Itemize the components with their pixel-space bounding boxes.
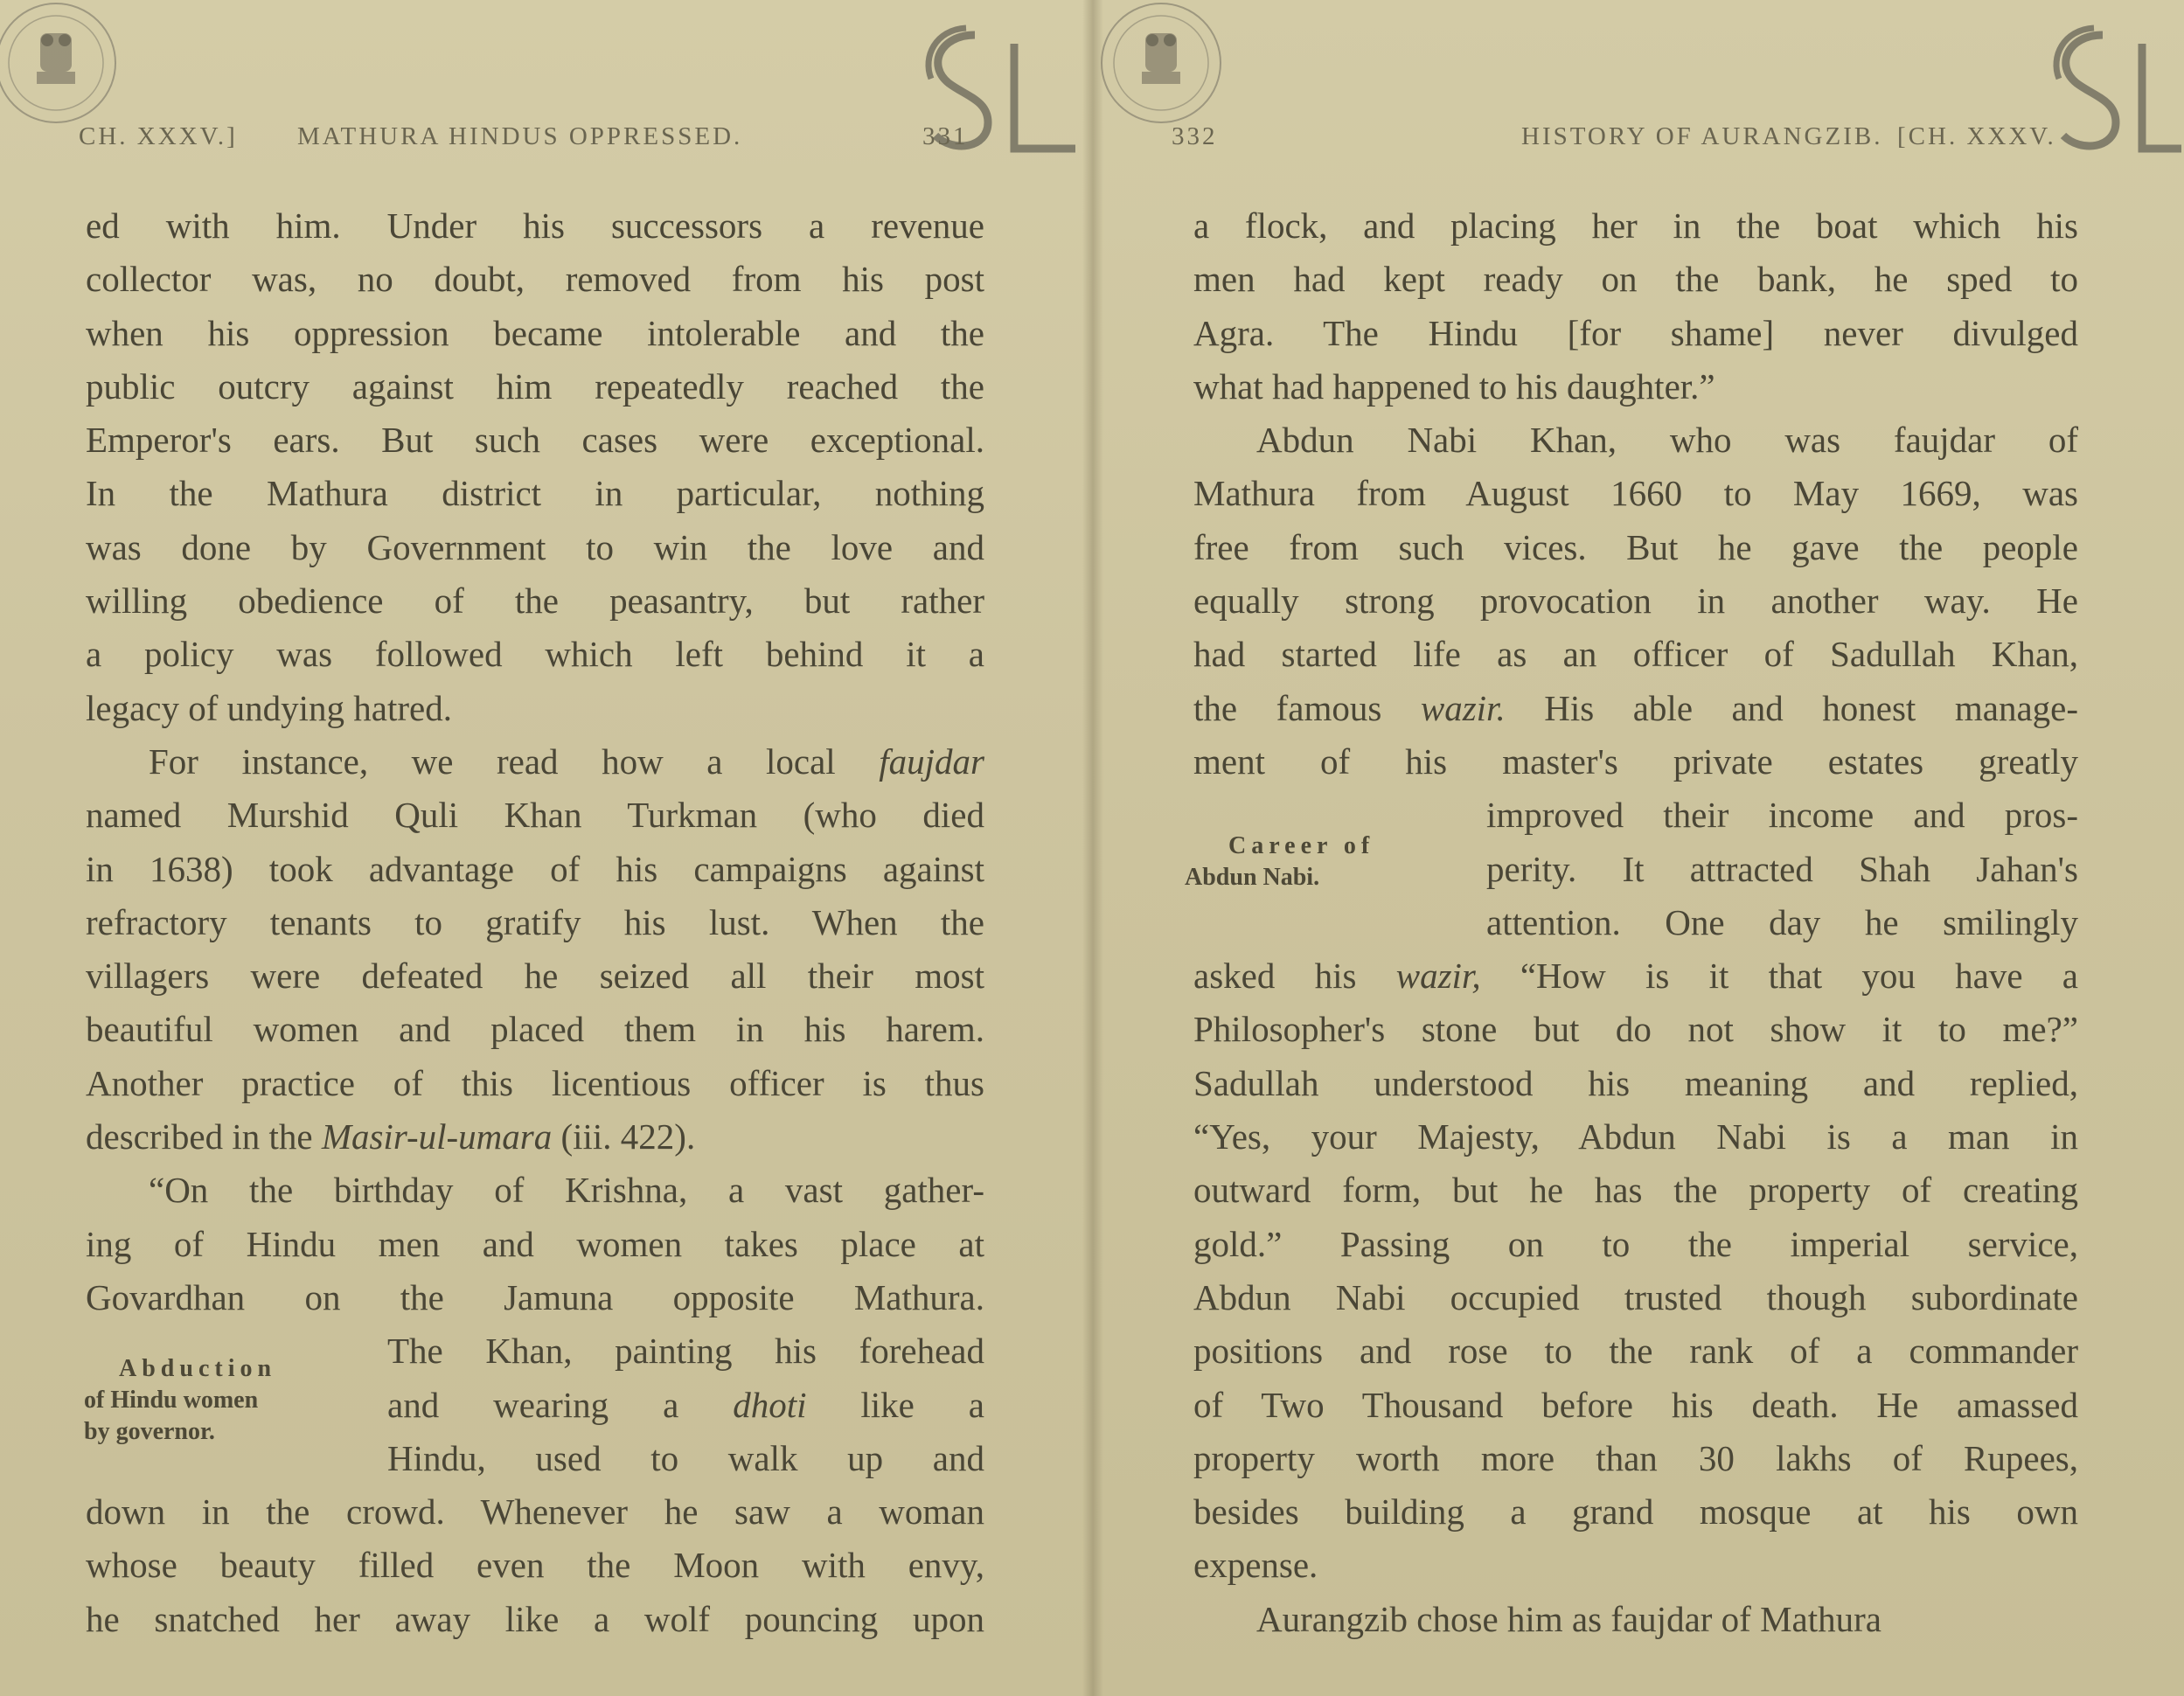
text-line: villagers were defeated he seized all their most <box>86 956 984 997</box>
text-line: public outcry against him repeatedly reached the <box>86 365 984 407</box>
text-line: Philosopher's stone but do not show it to me?” <box>1193 1009 2078 1050</box>
text-line: beautiful women and placed them in his harem. <box>86 1009 984 1050</box>
text-line <box>1193 682 2078 735</box>
right-page <box>1093 0 2184 1696</box>
text-line: expense. <box>1193 1545 1318 1586</box>
running-header <box>1172 122 2116 157</box>
text-line: Agra. The Hindu [for shame] never divulged <box>1193 312 2078 353</box>
text-line: Mathura from August 1660 to May 1669, was <box>1193 473 2078 514</box>
text-segment: asked his <box>1193 956 1396 997</box>
chapter-label: CH. XXXV.] <box>79 122 238 150</box>
text-segment: For instance, we read how a local <box>149 740 880 782</box>
body-text <box>1193 199 2078 1646</box>
page-number: 332 <box>1172 122 1218 150</box>
text-line: refractory tenants to gratify his lust. When the <box>86 901 984 942</box>
text-segment: “How is it that you have a <box>1480 956 2078 997</box>
margin-note <box>1185 831 1464 893</box>
text-line: a flock, and placing her in the boat which his <box>1193 205 2078 246</box>
text-line: down in the crowd. Whenever he saw a woman <box>86 1491 984 1533</box>
text-line: a policy was followed which left behind it a <box>86 634 984 675</box>
text-line: positions and rose to the rank of a commander <box>1193 1331 2078 1372</box>
margin-note <box>84 1353 364 1448</box>
text-segment: His able and honest manage- <box>1505 687 2078 728</box>
margin-note-line: Abdun Nabi. <box>1185 864 1320 891</box>
text-segment: described in the <box>86 1116 322 1157</box>
text-line: Sadullah understood his meaning and replied, <box>1193 1062 2078 1103</box>
margin-note-line: Career of <box>1228 832 1375 859</box>
text-line: In the Mathura district in particular, nothing <box>86 473 984 514</box>
text-line <box>387 1379 984 1432</box>
text-segment: the famous <box>1193 687 1421 728</box>
text-line: ed with him. Under his successors a revenue <box>86 205 984 246</box>
text-line: ment of his master's private estates greatly <box>1193 740 2078 782</box>
text-line: property worth more than 30 lakhs of Rupees, <box>1193 1437 2078 1478</box>
text-line: he snatched her away like a wolf pouncing upon <box>86 1598 984 1639</box>
text-line: was done by Government to win the love and <box>86 526 984 567</box>
text-line <box>86 1110 984 1164</box>
text-line: outward form, but he has the property of creating <box>1193 1170 2078 1211</box>
running-header <box>79 122 1023 157</box>
text-line: perity. It attracted Shah Jahan's <box>1486 848 2078 889</box>
page-number: 331 <box>922 122 969 150</box>
text-line: named Murshid Quli Khan Turkman (who died <box>86 795 984 836</box>
italic-term: wazir. <box>1420 687 1506 728</box>
text-line <box>86 735 984 789</box>
text-line: “On the birthday of Krishna, a vast gather- <box>149 1170 984 1211</box>
margin-note-line: of Hindu women <box>84 1387 259 1414</box>
text-line: Another practice of this licentious officer is thus <box>86 1062 984 1103</box>
text-line: Emperor's ears. But such cases were exceptional. <box>86 420 984 461</box>
text-line: equally strong provocation in another way. He <box>1193 580 2078 622</box>
text-line: free from such vices. But he gave the people <box>1193 526 2078 567</box>
text-line: men had kept ready on the bank, he sped to <box>1193 259 2078 300</box>
text-line: Abdun Nabi occupied trusted though subordinate <box>1193 1276 2078 1317</box>
chapter-label: [CH. XXXV. <box>1897 122 2056 150</box>
margin-note-line: Abduction <box>119 1355 277 1382</box>
text-line: had started life as an officer of Sadullah Khan, <box>1193 634 2078 675</box>
text-line <box>1193 949 2078 1003</box>
text-line: gold.” Passing on to the imperial service, <box>1193 1223 2078 1264</box>
text-line: Govardhan on the Jamuna opposite Mathura. <box>86 1276 984 1317</box>
italic-term: dhoti <box>733 1384 807 1425</box>
text-line: improved their income and pros- <box>1486 795 2078 836</box>
italic-term: faujdar <box>879 740 984 782</box>
italic-term: wazir, <box>1395 956 1481 997</box>
running-title: MATHURA HINDUS OPPRESSED. <box>297 122 743 150</box>
text-line: of Two Thousand before his death. He amassed <box>1193 1384 2078 1425</box>
text-line: willing obedience of the peasantry, but rather <box>86 580 984 622</box>
text-line: when his oppression became intolerable and the <box>86 312 984 353</box>
text-line: attention. One day he smilingly <box>1486 901 2078 942</box>
running-title: HISTORY OF AURANGZIB. <box>1521 122 1883 150</box>
book-gutter <box>1082 0 1103 1696</box>
text-line: legacy of undying hatred. <box>86 687 452 728</box>
text-line: ing of Hindu men and women takes place at <box>86 1223 984 1264</box>
margin-note-line: by governor. <box>84 1418 215 1445</box>
text-line: Hindu, used to walk up and <box>387 1437 984 1478</box>
text-line: collector was, no doubt, removed from his post <box>86 259 984 300</box>
text-line: Abdun Nabi Khan, who was faujdar of <box>1256 420 2078 461</box>
text-segment: (iii. 422). <box>552 1116 696 1157</box>
italic-title: Masir-ul-umara <box>321 1116 553 1157</box>
text-line: in 1638) took advantage of his campaigns against <box>86 848 984 889</box>
text-line: what had happened to his daughter.” <box>1193 365 1715 407</box>
text-line: besides building a grand mosque at his own <box>1193 1491 2078 1533</box>
text-line: whose beauty filled even the Moon with envy, <box>86 1545 984 1586</box>
text-segment: and wearing a <box>387 1384 734 1425</box>
text-line: Aurangzib chose him as faujdar of Mathura <box>1256 1598 1881 1639</box>
text-segment: like a <box>806 1384 984 1425</box>
text-line: “Yes, your Majesty, Abdun Nabi is a man in <box>1193 1116 2078 1157</box>
text-line: The Khan, painting his forehead <box>387 1331 984 1372</box>
